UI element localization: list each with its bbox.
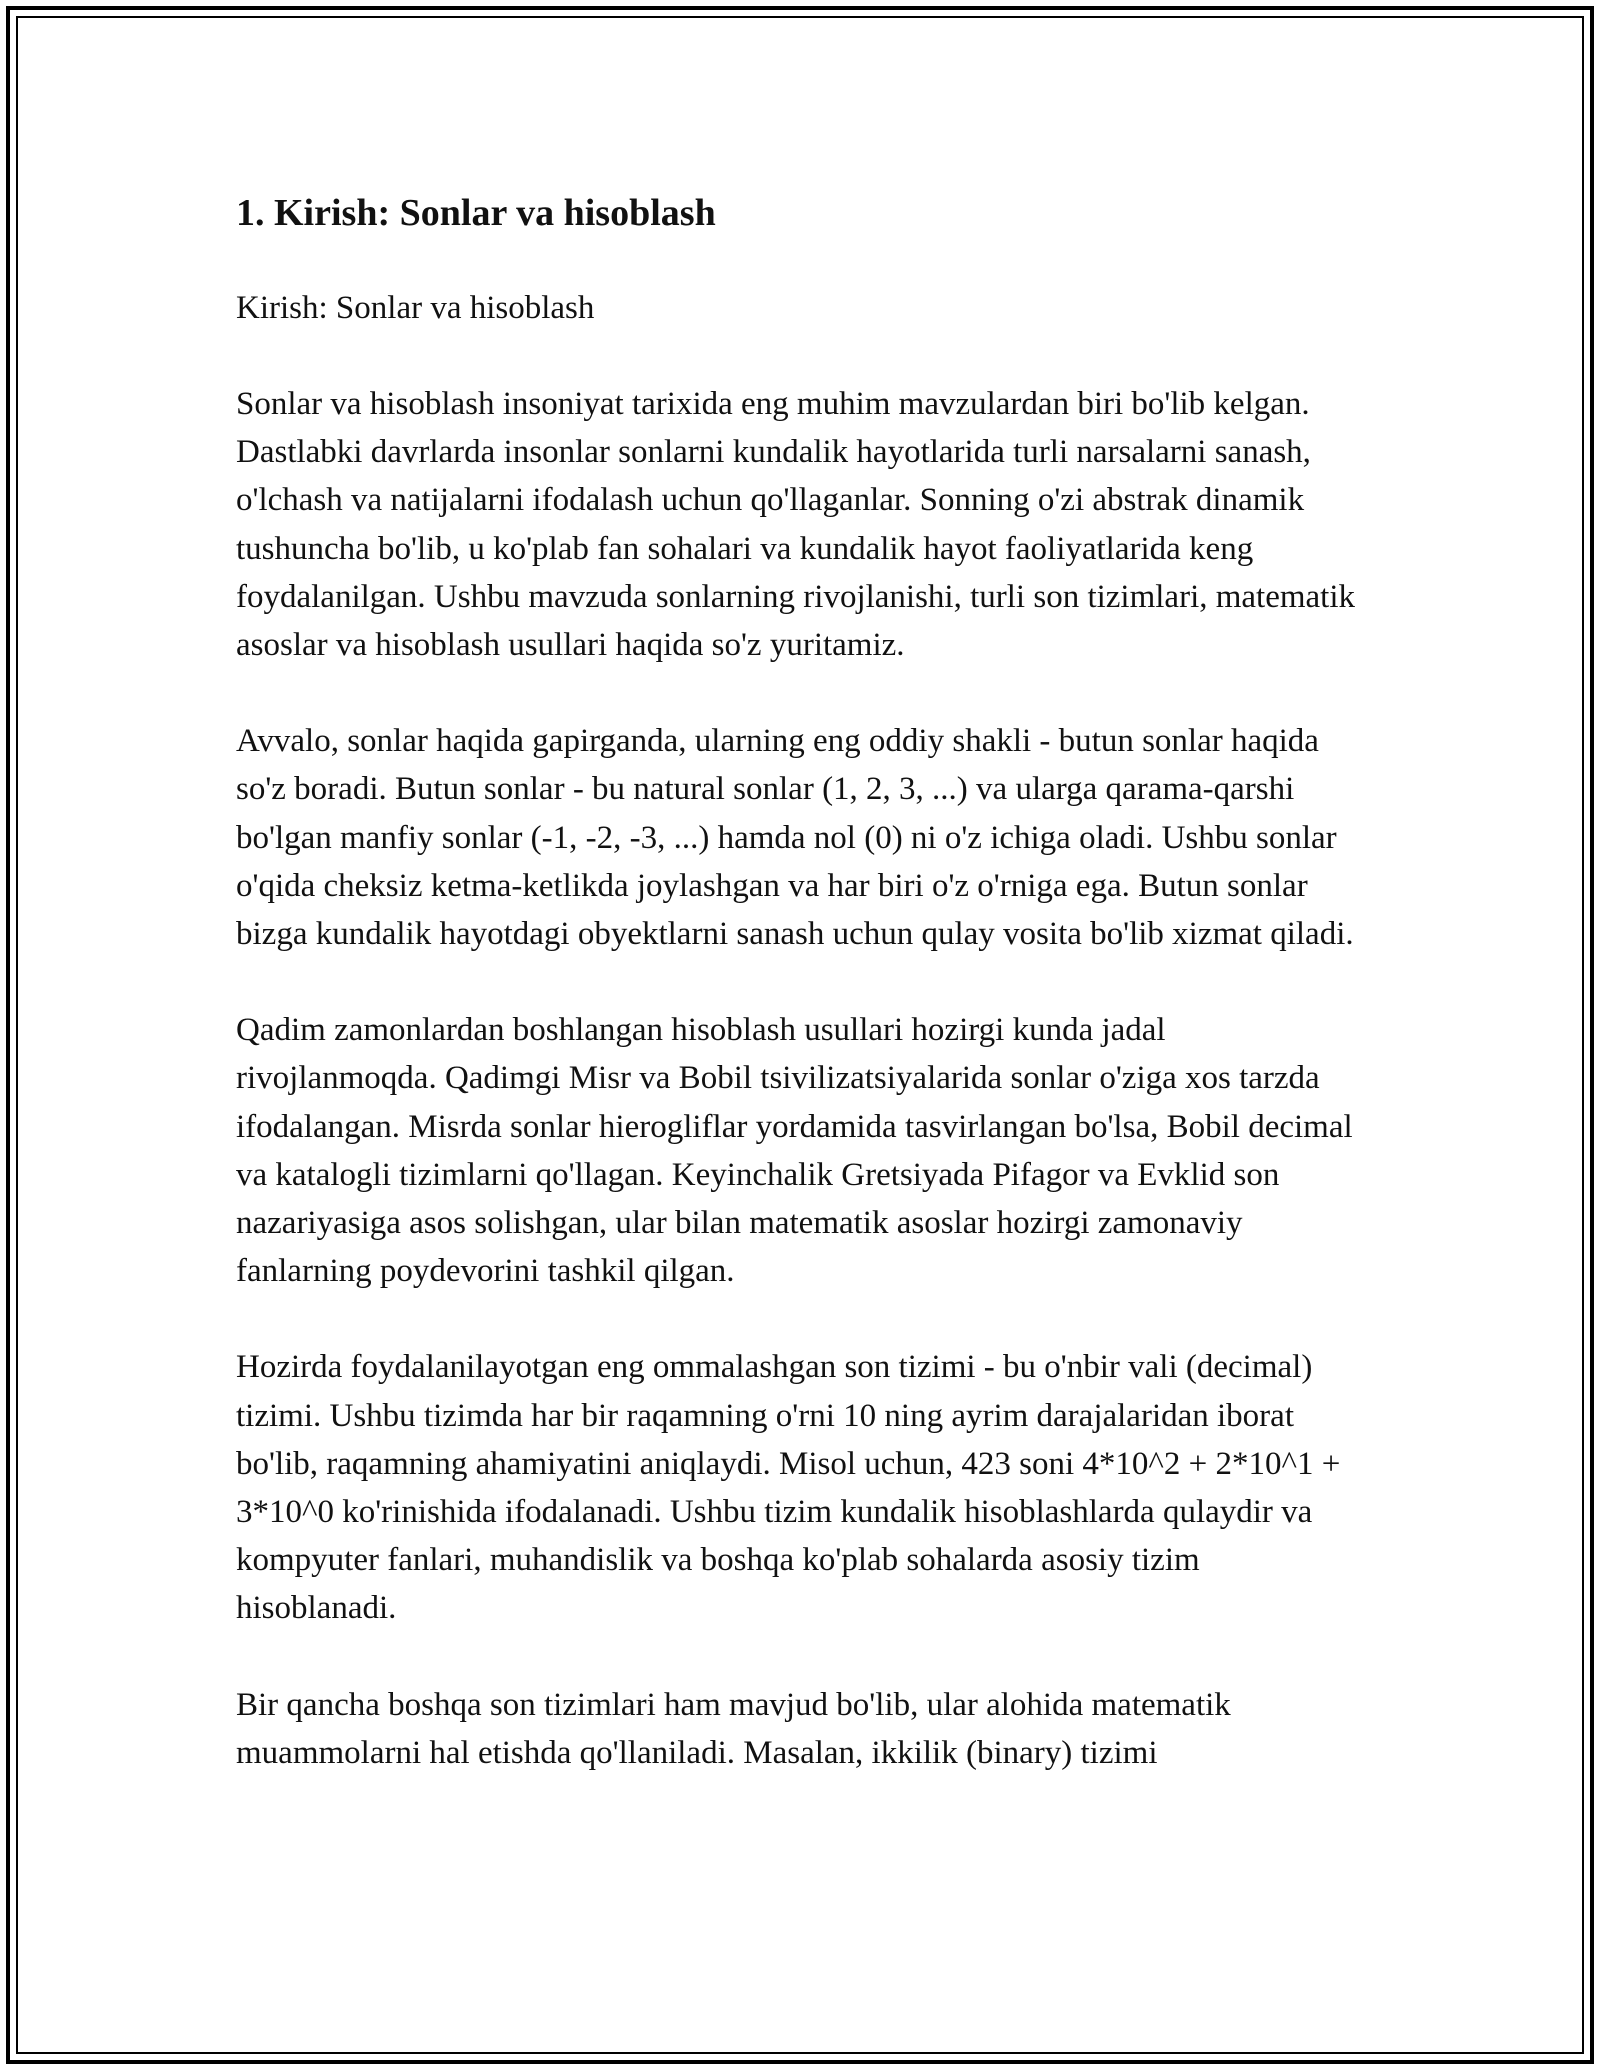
paragraph-4: Hozirda foydalanilayotgan eng ommalashgan son tizimi - bu o'nbir vali (decimal) tizimi. Ushbu tizimda har bir raqamning o'rni 10 ning ayrim darajalaridan iborat bo'lib, raqamning ahamiyatini aniqlaydi. Misol uchun, 423 soni 4*10^2 + 2*10^1 + 3*10^0 ko'rinishida ifodalanadi. Ushbu tizim kundalik hisoblashlarda qulaydir va kompyuter fanlari, muhandislik va boshqa ko'plab sohalarda asosiy tizim hisoblanadi.: [236, 1349, 1341, 1627]
paragraph-1: Sonlar va hisoblash insoniyat tarixida eng muhim mavzulardan biri bo'lib kelgan. Dastlabki davrlarda insonlar sonlarni kundalik hayotlarida turli narsalarni sanash, o'lchash va natijalarni ifodalash uchun qo'llaganlar. Sonning o'zi abstrak dinamik tushuncha bo'lib, u ko'plab fan sohalari va kundalik hayot faoliyatlarida keng foydalanilgan. Ushbu mavzuda sonlarning rivojlanishi, turli son tizimlari, matematik asoslar va hisoblash usullari haqida so'z yuritamiz.: [236, 386, 1356, 664]
paragraph-5: Bir qancha boshqa son tizimlari ham mavjud bo'lib, ular alohida matematik muammolarni hal etishda qo'llaniladi. Masalan, ikkilik (binary) tizimi: [236, 1686, 1231, 1771]
paragraph-3: Qadim zamonlardan boshlangan hisoblash usullari hozirgi kunda jadal rivojlanmoqda. Qadimgi Misr va Bobil tsivilizatsiyalarida sonlar o'ziga xos tarzda ifodalangan. Misrda sonlar hierogliflar yordamida tasvirlangan bo'lsa, Bobil decimal va katalogli tizimlarni qo'llagan. Keyinchalik Gretsiyada Pifagor va Evklid son nazariyasiga asos solishgan, ular bilan matematik asoslar hozirgi zamonaviy fanlarning poydevorini tashkil qilgan.: [236, 1012, 1353, 1290]
section-heading: 1. Kirish: Sonlar va hisoblash: [236, 192, 716, 234]
section-subtitle: Kirish: Sonlar va hisoblash: [236, 290, 595, 326]
document-body: [236, 182, 1366, 1825]
paragraph-2: Avvalo, sonlar haqida gapirganda, ularning eng oddiy shakli - butun sonlar haqida so'z boradi. Butun sonlar - bu natural sonlar (1, 2, 3, ...) va ularga qarama-qarshi bo'lgan manfiy sonlar (-1, -2, -3, ...) hamda nol (0) ni o'z ichiga oladi. Ushbu sonlar o'qida cheksiz ketma-ketlikda joylashgan va har biri o'z o'rniga ega. Butun sonlar bizga kundalik hayotdagi obyektlarni sanash uchun qulay vosita bo'lib xizmat qiladi.: [236, 723, 1354, 953]
